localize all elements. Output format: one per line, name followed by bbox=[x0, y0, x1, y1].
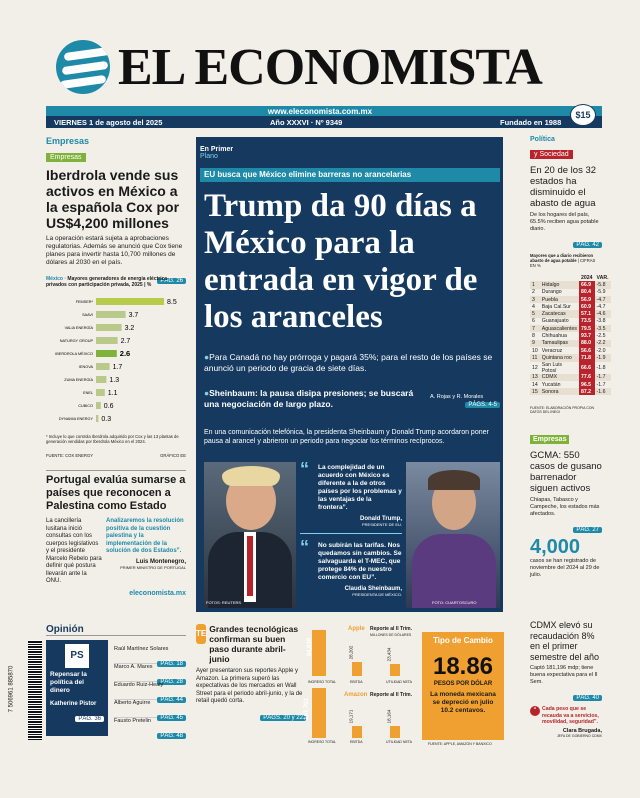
chart-category-label: DYNAMIA ENERGY bbox=[58, 417, 93, 421]
fx-box[interactable] bbox=[422, 632, 504, 740]
price-badge: $15 bbox=[570, 104, 596, 126]
masthead-logo-icon bbox=[56, 40, 110, 94]
subsection-tag: y Sociedad bbox=[530, 150, 573, 159]
apple-revenue-value: 94,036 bbox=[307, 637, 314, 657]
quote-role: PRESIDENTA DE MÉXICO. bbox=[352, 592, 402, 597]
row-var: -4.6 bbox=[596, 311, 606, 318]
row-state: Tamaulipas bbox=[541, 340, 569, 347]
fx-label: Tipo de Cambio bbox=[433, 636, 493, 645]
feature-title: Repensar la política del dinero bbox=[50, 671, 87, 694]
col-label: EBITDA bbox=[350, 740, 363, 744]
byline-page[interactable]: PÁGS. 4-5 bbox=[465, 402, 500, 408]
row-var: -2.2 bbox=[596, 340, 606, 347]
chart-bar bbox=[96, 363, 110, 370]
row-value: 80.4 bbox=[579, 289, 595, 296]
columnist-name: Fausto Pretelin bbox=[114, 718, 151, 724]
chart-category-label: CUBICO bbox=[78, 404, 93, 408]
quote-text: Cada peso que se recauda va a servicios, movilidad, seguridad”. bbox=[542, 706, 599, 725]
quote-block bbox=[300, 459, 402, 597]
apple-label: Apple bbox=[348, 626, 365, 632]
site-link[interactable]: eleconomista.mx bbox=[129, 589, 186, 597]
row-var: -1.6 bbox=[596, 388, 606, 395]
table-row bbox=[530, 325, 611, 332]
apple-revenue-bar bbox=[312, 630, 326, 676]
tech-story bbox=[196, 624, 306, 724]
row-rank: 3 bbox=[532, 296, 535, 303]
section-tag[interactable]: Empresas bbox=[530, 435, 569, 444]
bullet-icon: ● bbox=[204, 352, 210, 362]
row-state: CDMX bbox=[541, 374, 558, 381]
divider bbox=[46, 470, 186, 471]
divider bbox=[300, 533, 402, 534]
columnist-name: Raúl Martínez Solares bbox=[114, 646, 169, 652]
chart-title bbox=[46, 276, 186, 288]
chart-value-label: 3.2 bbox=[124, 325, 135, 332]
chart-category-label: VALIA ENERGÍA bbox=[64, 326, 93, 330]
right-mid-story bbox=[530, 428, 602, 579]
table-row bbox=[530, 310, 611, 317]
row-value: 77.6 bbox=[579, 374, 595, 381]
bullet-icon: ● bbox=[204, 388, 210, 398]
bullet-text: Sheinbaum: la pausa disipa presiones; se buscará una negociación de largo plazo. bbox=[204, 388, 414, 409]
page-ref[interactable]: PÁGS. 20 y 22 bbox=[260, 715, 306, 721]
header-year: 2024 bbox=[580, 274, 593, 281]
tech-source: FUENTE: APPLE, AMAZON Y BANXICO bbox=[428, 742, 492, 746]
col-label: UTILIDAD NETA bbox=[386, 680, 412, 684]
te-logo-icon: TE bbox=[196, 624, 206, 644]
right-top-story bbox=[530, 136, 602, 268]
masthead-date: VIERNES 1 de agosto del 2025 bbox=[54, 118, 163, 127]
chart-value-label: 0.3 bbox=[101, 416, 112, 423]
story-body: La cancillería lusitana inició consultas con los cuerpos legislativos y el presidente Marcelo Rebelo para definir qué postura llevarán ante la ONU. bbox=[46, 518, 102, 584]
table-row bbox=[530, 289, 611, 296]
quote-text: Analizaremos la resolución positiva de la cuestión palestina y la implementación de la solución de dos Estados”. bbox=[106, 518, 184, 554]
row-value: 66.9 bbox=[579, 281, 595, 288]
left-top-story bbox=[46, 136, 186, 287]
row-state: Durango bbox=[541, 289, 562, 296]
section-label[interactable]: Empresas bbox=[46, 136, 90, 146]
energy-chart bbox=[46, 276, 186, 462]
row-value: 87.2 bbox=[579, 388, 595, 395]
barcode bbox=[28, 640, 42, 740]
chart-note: * Incluye lo que controla Iberdrola adquirido por Cox y las 13 plantas de generación vendidas por Iberdrola México en el 2024. bbox=[46, 434, 179, 444]
photo-credit: FOTOS: REUTERS bbox=[206, 600, 242, 605]
amazon-net-value: 18,164 bbox=[386, 709, 392, 724]
amazon-ebitda-value: 19,171 bbox=[348, 709, 354, 724]
lead-byline bbox=[430, 394, 500, 408]
quote-author: Clara Brugada, bbox=[562, 727, 602, 734]
chart-value-label: 8.5 bbox=[167, 299, 177, 306]
row-state: Veracruz bbox=[541, 347, 563, 354]
row-var: -4.7 bbox=[596, 303, 606, 310]
photo-credit: FOTO: CUARTOSCURO bbox=[432, 600, 477, 605]
amazon-revenue-value: 167,702 bbox=[303, 698, 310, 720]
chart-value-label: 1.1 bbox=[107, 390, 118, 397]
chart-bar bbox=[96, 415, 98, 422]
table-row bbox=[530, 374, 611, 381]
story-bullet: De los hogares del país, 65.5% reciben agua potable diario. bbox=[530, 212, 599, 232]
row-rank: 10 bbox=[532, 347, 538, 354]
lead-bullet-2 bbox=[204, 388, 424, 410]
row-rank: 7 bbox=[532, 325, 535, 332]
header-var: VAR. bbox=[596, 274, 609, 281]
quote-mark-icon: “ bbox=[300, 459, 309, 479]
columnist-page: PÁG. 48 bbox=[157, 733, 186, 739]
col-label: EBITDA bbox=[350, 680, 363, 684]
columnist-page: PÁG. 28 bbox=[157, 679, 186, 685]
chart-category-label: ZUMA ENERGÍA bbox=[64, 378, 93, 382]
row-state: Sonora bbox=[541, 388, 559, 395]
table-title bbox=[530, 253, 602, 268]
chart-value-label: 2.7 bbox=[120, 338, 131, 345]
col-label: INGRESO TOTAL bbox=[308, 680, 337, 684]
table-row bbox=[530, 347, 611, 354]
chart-category-label: ENEL bbox=[83, 391, 93, 395]
columnist-name: Alberto Aguirre bbox=[114, 700, 151, 706]
row-value: 93.7 bbox=[579, 332, 595, 339]
quote-author: Luis Montenegro, bbox=[136, 558, 186, 565]
opinion-section bbox=[46, 624, 186, 636]
story-headline[interactable]: Portugal evalúa sumarse a países que reconocen a Palestina como Estado bbox=[46, 474, 186, 512]
row-rank: 9 bbox=[532, 340, 535, 347]
feature-author: Katherine Pistor bbox=[50, 701, 97, 707]
quote-role: PRESIDENTE DE EU. bbox=[361, 522, 402, 527]
row-rank: 2 bbox=[532, 289, 535, 296]
row-state: San Luis Potosí bbox=[541, 361, 562, 374]
columnist-page: PÁG. 18 bbox=[157, 661, 186, 667]
apple-net-value: 23,434 bbox=[386, 647, 392, 662]
col-label: UTILIDAD NETA bbox=[386, 740, 412, 744]
row-var: -1.7 bbox=[596, 374, 606, 381]
row-state: Quintana roo bbox=[541, 354, 572, 361]
row-state: Hidalgo bbox=[541, 281, 560, 288]
fx-unit: PESOS POR DÓLAR bbox=[433, 681, 493, 687]
row-value: 66.6 bbox=[579, 362, 595, 374]
row-state: Chihuahua bbox=[541, 333, 567, 340]
quote-role: JEFA DE GOBIERNO CDMX bbox=[556, 733, 602, 738]
table-row bbox=[530, 362, 611, 374]
story-headline[interactable]: En 20 de los 32 estados ha disminuido el abasto de agua bbox=[530, 165, 597, 209]
row-var: -2.0 bbox=[596, 347, 606, 354]
chart-value-label: 3.7 bbox=[128, 312, 139, 319]
row-rank: 15 bbox=[532, 388, 538, 395]
kicker-text: En Primer bbox=[200, 146, 234, 153]
page-ref[interactable]: PÁG. 40 bbox=[573, 695, 602, 701]
table-header bbox=[530, 274, 611, 281]
row-var: -1.9 bbox=[596, 354, 606, 361]
row-state: Yucatán bbox=[541, 381, 561, 388]
columnist-page: PÁG. 44 bbox=[157, 697, 186, 703]
table-title-text: Mayores que a diario recibieron abasto de agua potable bbox=[530, 253, 594, 263]
row-rank: 11 bbox=[532, 354, 538, 361]
bullet-text: Para Canadá no hay prórroga y pagará 35%; para el resto de los países se anunció un periodo de gracia de siete días. bbox=[204, 352, 493, 373]
amazon-ebitda-bar bbox=[352, 726, 362, 738]
chart-title-text: Mayores generadores de energía eléctrica privados con participación privada, 2025 | % bbox=[46, 276, 168, 288]
row-value: 96.5 bbox=[579, 381, 595, 388]
page-ref[interactable]: PÁG. 26 bbox=[157, 278, 186, 284]
table-row bbox=[530, 340, 611, 347]
fx-value: 18.86 bbox=[432, 653, 494, 680]
story-headline[interactable]: GCMA: 550 casos de gusano barrenador siguen activos bbox=[530, 450, 602, 494]
right-bottom-story bbox=[530, 620, 602, 738]
table-unit: | CIFRAS EN % bbox=[530, 258, 596, 268]
story-body: La operación estará sujeta a aprobaciones regulatorias. Además se anunció que Cox tiene planes para invertir hasta 10,700 millones de dólares al 2030 en el país. bbox=[46, 235, 183, 266]
quote-role: PRIMER MINISTRO DE PORTUGAL bbox=[120, 564, 186, 570]
chart-value-label: 2.6 bbox=[119, 349, 131, 358]
table-source: FUENTE: ELABORACIÓN PROPIA CON DATOS DEL INEGI bbox=[530, 406, 594, 414]
page-ref[interactable]: PÁG. 42 bbox=[573, 242, 602, 248]
report-label: Reporte al II Trim. bbox=[370, 692, 412, 698]
row-var: -1.8 bbox=[596, 364, 606, 371]
columnist-page: PÁG. 45 bbox=[157, 715, 186, 721]
row-state: Baja Cal.Sur bbox=[541, 303, 571, 310]
chart-value-label: 0.6 bbox=[103, 403, 114, 410]
table-row bbox=[530, 296, 611, 303]
lead-lede: En una comunicación telefónica, la presidenta Sheinbaum y Donald Trump acordaron poner pausa al arancel y abrieron un periodo para negociar los términos recíprocos. bbox=[204, 429, 489, 445]
table-row bbox=[530, 303, 611, 310]
row-rank: 13 bbox=[532, 374, 538, 381]
row-var: -5.8 bbox=[596, 281, 606, 288]
apple-ebitda-value: 28,202 bbox=[348, 645, 354, 660]
row-var: -2.5 bbox=[596, 333, 606, 340]
row-rank: 5 bbox=[532, 311, 535, 318]
quote-author: Claudia Sheinbaum, bbox=[344, 586, 402, 592]
row-value: 56.6 bbox=[579, 347, 595, 354]
kicker-badge bbox=[200, 146, 246, 166]
amazon-revenue-bar bbox=[312, 688, 326, 738]
opinion-feature[interactable] bbox=[46, 640, 108, 736]
row-rank: 8 bbox=[532, 333, 535, 340]
quote-mark-icon: “ bbox=[300, 537, 309, 557]
fx-body: La moneda mexicana se depreció en julio 10.2 centavos. bbox=[430, 691, 496, 714]
quote-text: No subirán las tarifas. Nos quedamos sin cambios. Se salvaguarda el T-MEC, que protege 84% de nuestro comercio con EU”. bbox=[318, 542, 402, 581]
lead-bullet-1 bbox=[204, 352, 500, 374]
feature-page[interactable]: PÁG. 36 bbox=[75, 716, 104, 722]
row-rank: 12 bbox=[532, 364, 538, 371]
opinion-label[interactable]: Opinión bbox=[46, 624, 186, 636]
lead-topline[interactable]: EU busca que México elimine barreras no arancelarias bbox=[200, 168, 500, 182]
story-body: Ayer presentaron sus reportes Apple y Amazon. La primera superó las expectativas de los mercados en Wall Street para el periodo abril-junio, y la de retail quedó corta. bbox=[196, 668, 303, 704]
report-label: Reporte al II Trim. bbox=[370, 626, 412, 632]
row-state: Puebla bbox=[541, 296, 558, 303]
chart-bar bbox=[96, 376, 106, 383]
chart-bar bbox=[96, 350, 117, 357]
page-ref[interactable]: PÁG. 27 bbox=[573, 527, 602, 533]
amazon-label: Amazon bbox=[344, 692, 368, 698]
chart-bar bbox=[96, 402, 101, 409]
masthead-title[interactable]: EL ECONOMISTA bbox=[118, 39, 542, 96]
chart-category-label: FEMSER* bbox=[75, 300, 93, 304]
chart-category-label: NATURGY GROUP bbox=[59, 339, 93, 343]
row-value: 71.8 bbox=[579, 354, 595, 361]
table-row bbox=[530, 388, 611, 395]
row-state: Aguascalientes bbox=[541, 325, 577, 332]
tech-bars bbox=[303, 626, 420, 748]
row-var: -5.9 bbox=[596, 289, 606, 296]
chart-bars bbox=[46, 292, 186, 432]
row-rank: 1 bbox=[532, 281, 535, 288]
chart-label: GRÁFICO EE bbox=[160, 453, 186, 458]
row-var: -3.5 bbox=[596, 325, 606, 332]
sheinbaum-photo bbox=[406, 462, 500, 608]
chart-category-label: IENOVA bbox=[78, 365, 93, 369]
table-row bbox=[530, 332, 611, 339]
columnist-name: Eduardo Ruiz-Healy bbox=[114, 682, 164, 688]
story-headline[interactable]: Iberdrola vende sus activos en México a la española Cox por US$4,200 millones bbox=[46, 167, 180, 231]
chart-bar bbox=[96, 324, 122, 331]
table-row bbox=[530, 318, 611, 325]
row-var: -1.7 bbox=[596, 381, 606, 388]
quote-mark-icon: “ bbox=[530, 706, 540, 716]
table-row bbox=[530, 381, 611, 388]
row-value: 79.5 bbox=[579, 325, 595, 332]
row-value: 88.0 bbox=[579, 340, 595, 347]
row-var: -4.7 bbox=[596, 296, 606, 303]
columnist-list bbox=[114, 646, 186, 739]
water-table bbox=[530, 274, 611, 395]
ps-logo-icon: PS bbox=[65, 644, 89, 668]
subsection-tag: Empresas bbox=[46, 153, 86, 162]
chart-category-label: IBERDROLA MÉXICO bbox=[55, 352, 93, 356]
chart-title-prefix: México · bbox=[46, 276, 67, 282]
story-headline[interactable]: Grandes tecnológicas confirman su buen paso durante abril-junio bbox=[209, 624, 299, 664]
row-rank: 6 bbox=[532, 318, 535, 325]
masthead-founded: Fundado en 1988 bbox=[500, 118, 562, 127]
chart-value-label: 1.3 bbox=[109, 377, 120, 384]
quote-text: La complejidad de un acuerdo con México es diferente a la de otros países por los problemas y las ventajas de la frontera”. bbox=[318, 464, 402, 511]
col-label: INGRESO TOTAL bbox=[308, 740, 337, 744]
chart-bar bbox=[96, 389, 105, 396]
quote-author: Donald Trump, bbox=[360, 516, 402, 522]
row-value: 73.5 bbox=[579, 318, 595, 325]
amazon-net-bar bbox=[390, 726, 400, 738]
story-headline[interactable]: CDMX elevó su recaudación 8% en el primer semestre del año bbox=[530, 620, 600, 662]
apple-ebitda-bar bbox=[352, 662, 362, 676]
row-value: 57.1 bbox=[579, 310, 595, 317]
stat-text: casos se han registrado de noviembre del 2024 al 29 de julio. bbox=[530, 558, 600, 578]
apple-net-bar bbox=[390, 664, 400, 676]
row-rank: 4 bbox=[532, 303, 535, 310]
table-row bbox=[530, 354, 611, 361]
row-value: 60.9 bbox=[579, 303, 595, 310]
chart-bar bbox=[96, 298, 164, 305]
barcode-number: 7 506961 885870 bbox=[8, 665, 15, 713]
row-var: -3.8 bbox=[596, 318, 606, 325]
lead-headline[interactable]: Trump da 90 días a México para la entrada en vigor de los aranceles bbox=[204, 188, 478, 335]
chart-source: FUENTE: COX ENERGY bbox=[46, 453, 93, 458]
masthead-url[interactable]: www.eleconomista.com.mx bbox=[267, 107, 373, 116]
story-bullet: Captó 181,196 mdp; tiene buena expectativa para el II Sem. bbox=[530, 665, 598, 685]
chart-bar bbox=[96, 311, 126, 318]
row-state: Zacatecas bbox=[541, 311, 566, 318]
masthead-edition: Año XXXVI · Nº 9349 bbox=[270, 118, 343, 127]
unit-label: MILLONES DE DÓLARES bbox=[370, 633, 412, 637]
row-state: Guanajuato bbox=[541, 318, 569, 325]
trump-photo bbox=[204, 462, 296, 608]
row-rank: 14 bbox=[532, 381, 538, 388]
chart-bar bbox=[96, 337, 118, 344]
row-value: 56.9 bbox=[579, 296, 595, 303]
kicker-text-2: Plano bbox=[200, 153, 218, 160]
chart-value-label: 1.7 bbox=[112, 364, 123, 371]
byline-names: A. Rojas y R. Morales bbox=[430, 394, 484, 400]
columnist-name: Marco A. Mares bbox=[114, 664, 153, 670]
table-row bbox=[530, 281, 611, 288]
section-label[interactable]: Política bbox=[530, 136, 555, 143]
left-mid-story bbox=[46, 470, 186, 597]
stat-value: 4,000 bbox=[530, 536, 581, 558]
chart-category-label: SAAVI bbox=[82, 313, 93, 317]
story-bullet: Chiapas, Tabasco y Campeche, los estados más afectados. bbox=[530, 497, 600, 517]
